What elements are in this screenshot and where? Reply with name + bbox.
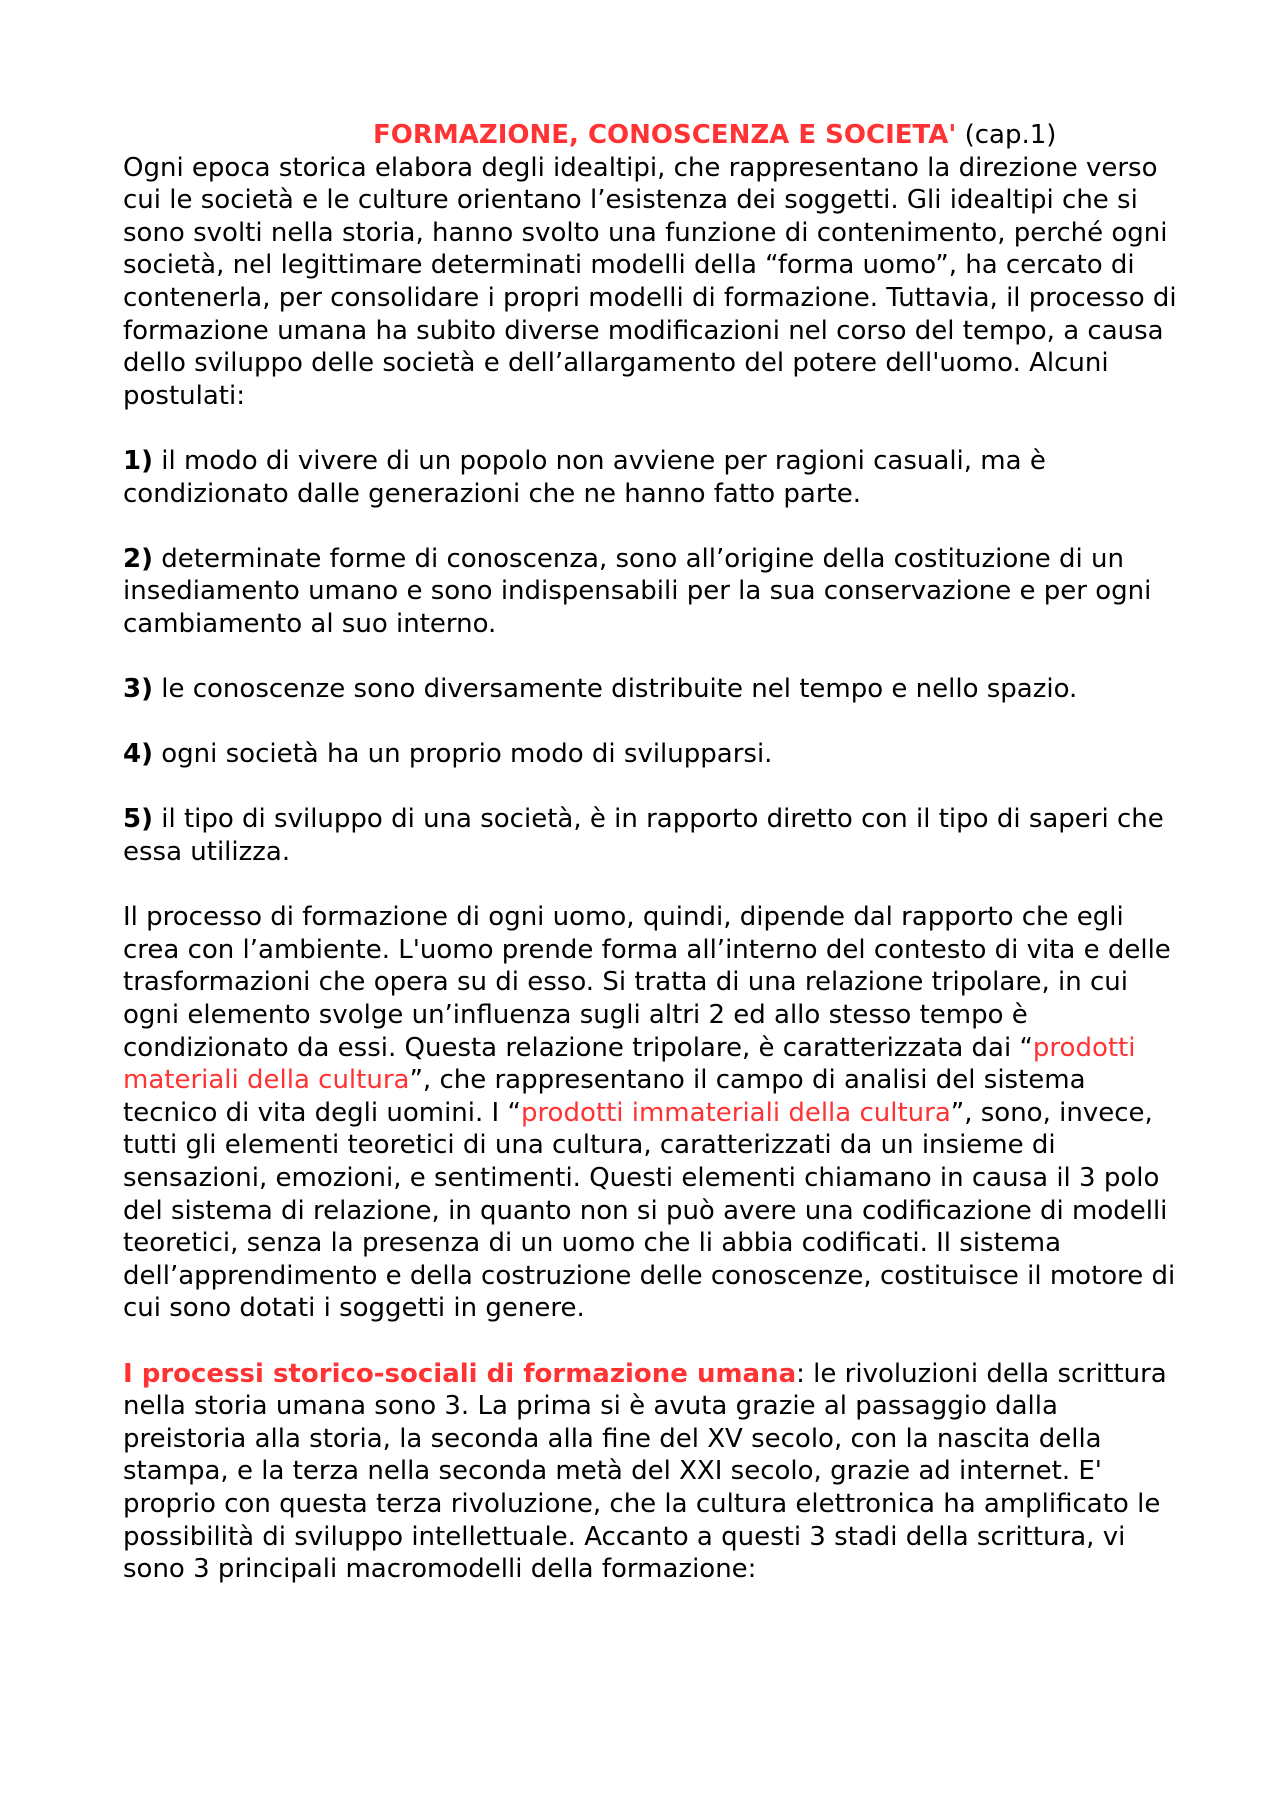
postulate-item — [123, 738, 1183, 771]
postulate-number: 5) — [123, 804, 153, 835]
spacer — [123, 1325, 1183, 1358]
spacer — [123, 641, 1183, 674]
postulate-number: 2) — [123, 543, 153, 574]
postulate-text: il tipo di sviluppo di una società, è in rapporto diretto con il tipo di saperi che essa utilizza. — [123, 804, 1164, 868]
document-title: FORMAZIONE, CONOSCENZA E SOCIETA' — [373, 120, 957, 150]
highlight-immaterial-products: prodotti immateriali della cultura — [520, 1097, 951, 1128]
spacer — [123, 869, 1183, 902]
postulate-number: 4) — [123, 739, 153, 770]
paragraph-text: : le rivoluzioni della scrittura nella storia umana sono 3. La prima si è avuta grazie al passaggio dalla preistoria alla storia, la seconda alla fine del XV secolo, con la nascita della stampa, e la terza nella seconda metà del XXI secolo, grazie ad internet. E' proprio con questa terza rivoluzione, che la cultura elettronica ha amplificato le possibilità di sviluppo intellettuale. Accanto a questi 3 stadi della scrittura, vi sono 3 principali macromodelli della formazione: — [123, 1358, 1167, 1585]
formation-process-paragraph — [123, 901, 1183, 1325]
paragraph-text: ”, sono, invece, tutti gli elementi teoretici di una cultura, caratterizzati da un insieme di sensazioni, emozioni, e sentimenti. Questi elementi chiamano in causa il 3 polo del sistema di relazione, in quanto non si può avere una codificazione di modelli teoretici, senza la presenza di un uomo che li abbia codificati. Il sistema dell’apprendimento e della costruzione delle conoscenze, costituisce il motore di cui sono dotati i soggetti in genere. — [123, 1097, 1176, 1324]
postulate-item — [123, 673, 1183, 706]
postulate-text: le conoscenze sono diversamente distribuite nel tempo e nello spazio. — [152, 674, 1078, 705]
postulate-item — [123, 803, 1183, 868]
postulate-number: 1) — [123, 445, 153, 476]
title-line — [123, 119, 1183, 152]
postulate-text: il modo di vivere di un popolo non avviene per ragioni casuali, ma è condizionato dalle generazioni che ne hanno fatto parte. — [123, 445, 1046, 509]
intro-paragraph: Ogni epoca storica elabora degli idealtipi, che rappresentano la direzione verso cui le società e le culture orientano l’esistenza dei soggetti. Gli idealtipi che si sono svolti nella storia, hanno svolto una funzione di contenimento, perché ogni società, nel legittimare determinati modelli della “forma uomo”, ha cercato di contenerla, per consolidare i propri modelli di formazione. Tuttavia, il processo di formazione umana ha subito diverse modificazioni nel corso del tempo, a causa dello sviluppo delle società e dell’allargamento del potere dell'uomo. Alcuni postulati: — [123, 152, 1177, 411]
document-page — [123, 119, 1183, 1586]
highlight-material-products: prodotti materiali della cultura — [123, 1032, 1136, 1096]
spacer — [123, 771, 1183, 804]
spacer — [123, 510, 1183, 543]
spacer — [123, 706, 1183, 739]
spacer — [123, 412, 1183, 445]
postulate-text: ogni società ha un proprio modo di svilupparsi. — [152, 739, 773, 770]
paragraph-text: Il processo di formazione di ogni uomo, quindi, dipende dal rapporto che egli crea con l’ambiente. L'uomo prende forma all’interno del contesto di vita e delle trasformazioni che opera su di esso. Si tratta di una relazione tripolare, in cui ogni elemento svolge un’influenza sugli altri 2 ed allo stesso tempo è condizionato da essi. Questa relazione tripolare, è caratterizzata dai “ — [123, 902, 1171, 1063]
historical-processes-paragraph — [123, 1358, 1183, 1586]
postulate-item — [123, 543, 1183, 641]
postulate-number: 3) — [123, 674, 153, 705]
paragraph-text: ”, che rappresentano il campo di analisi del sistema tecnico di vita degli uomini. I “ — [123, 1065, 1086, 1128]
chapter-label: (cap.1) — [956, 120, 1057, 150]
postulate-text: determinate forme di conoscenza, sono all’origine della costituzione di un insediamento umano e sono indispensabili per la sua conservazione e per ogni cambiamento al suo interno. — [123, 543, 1152, 639]
postulate-item — [123, 445, 1183, 510]
section-heading: I processi storico-sociali di formazione umana — [123, 1358, 797, 1389]
